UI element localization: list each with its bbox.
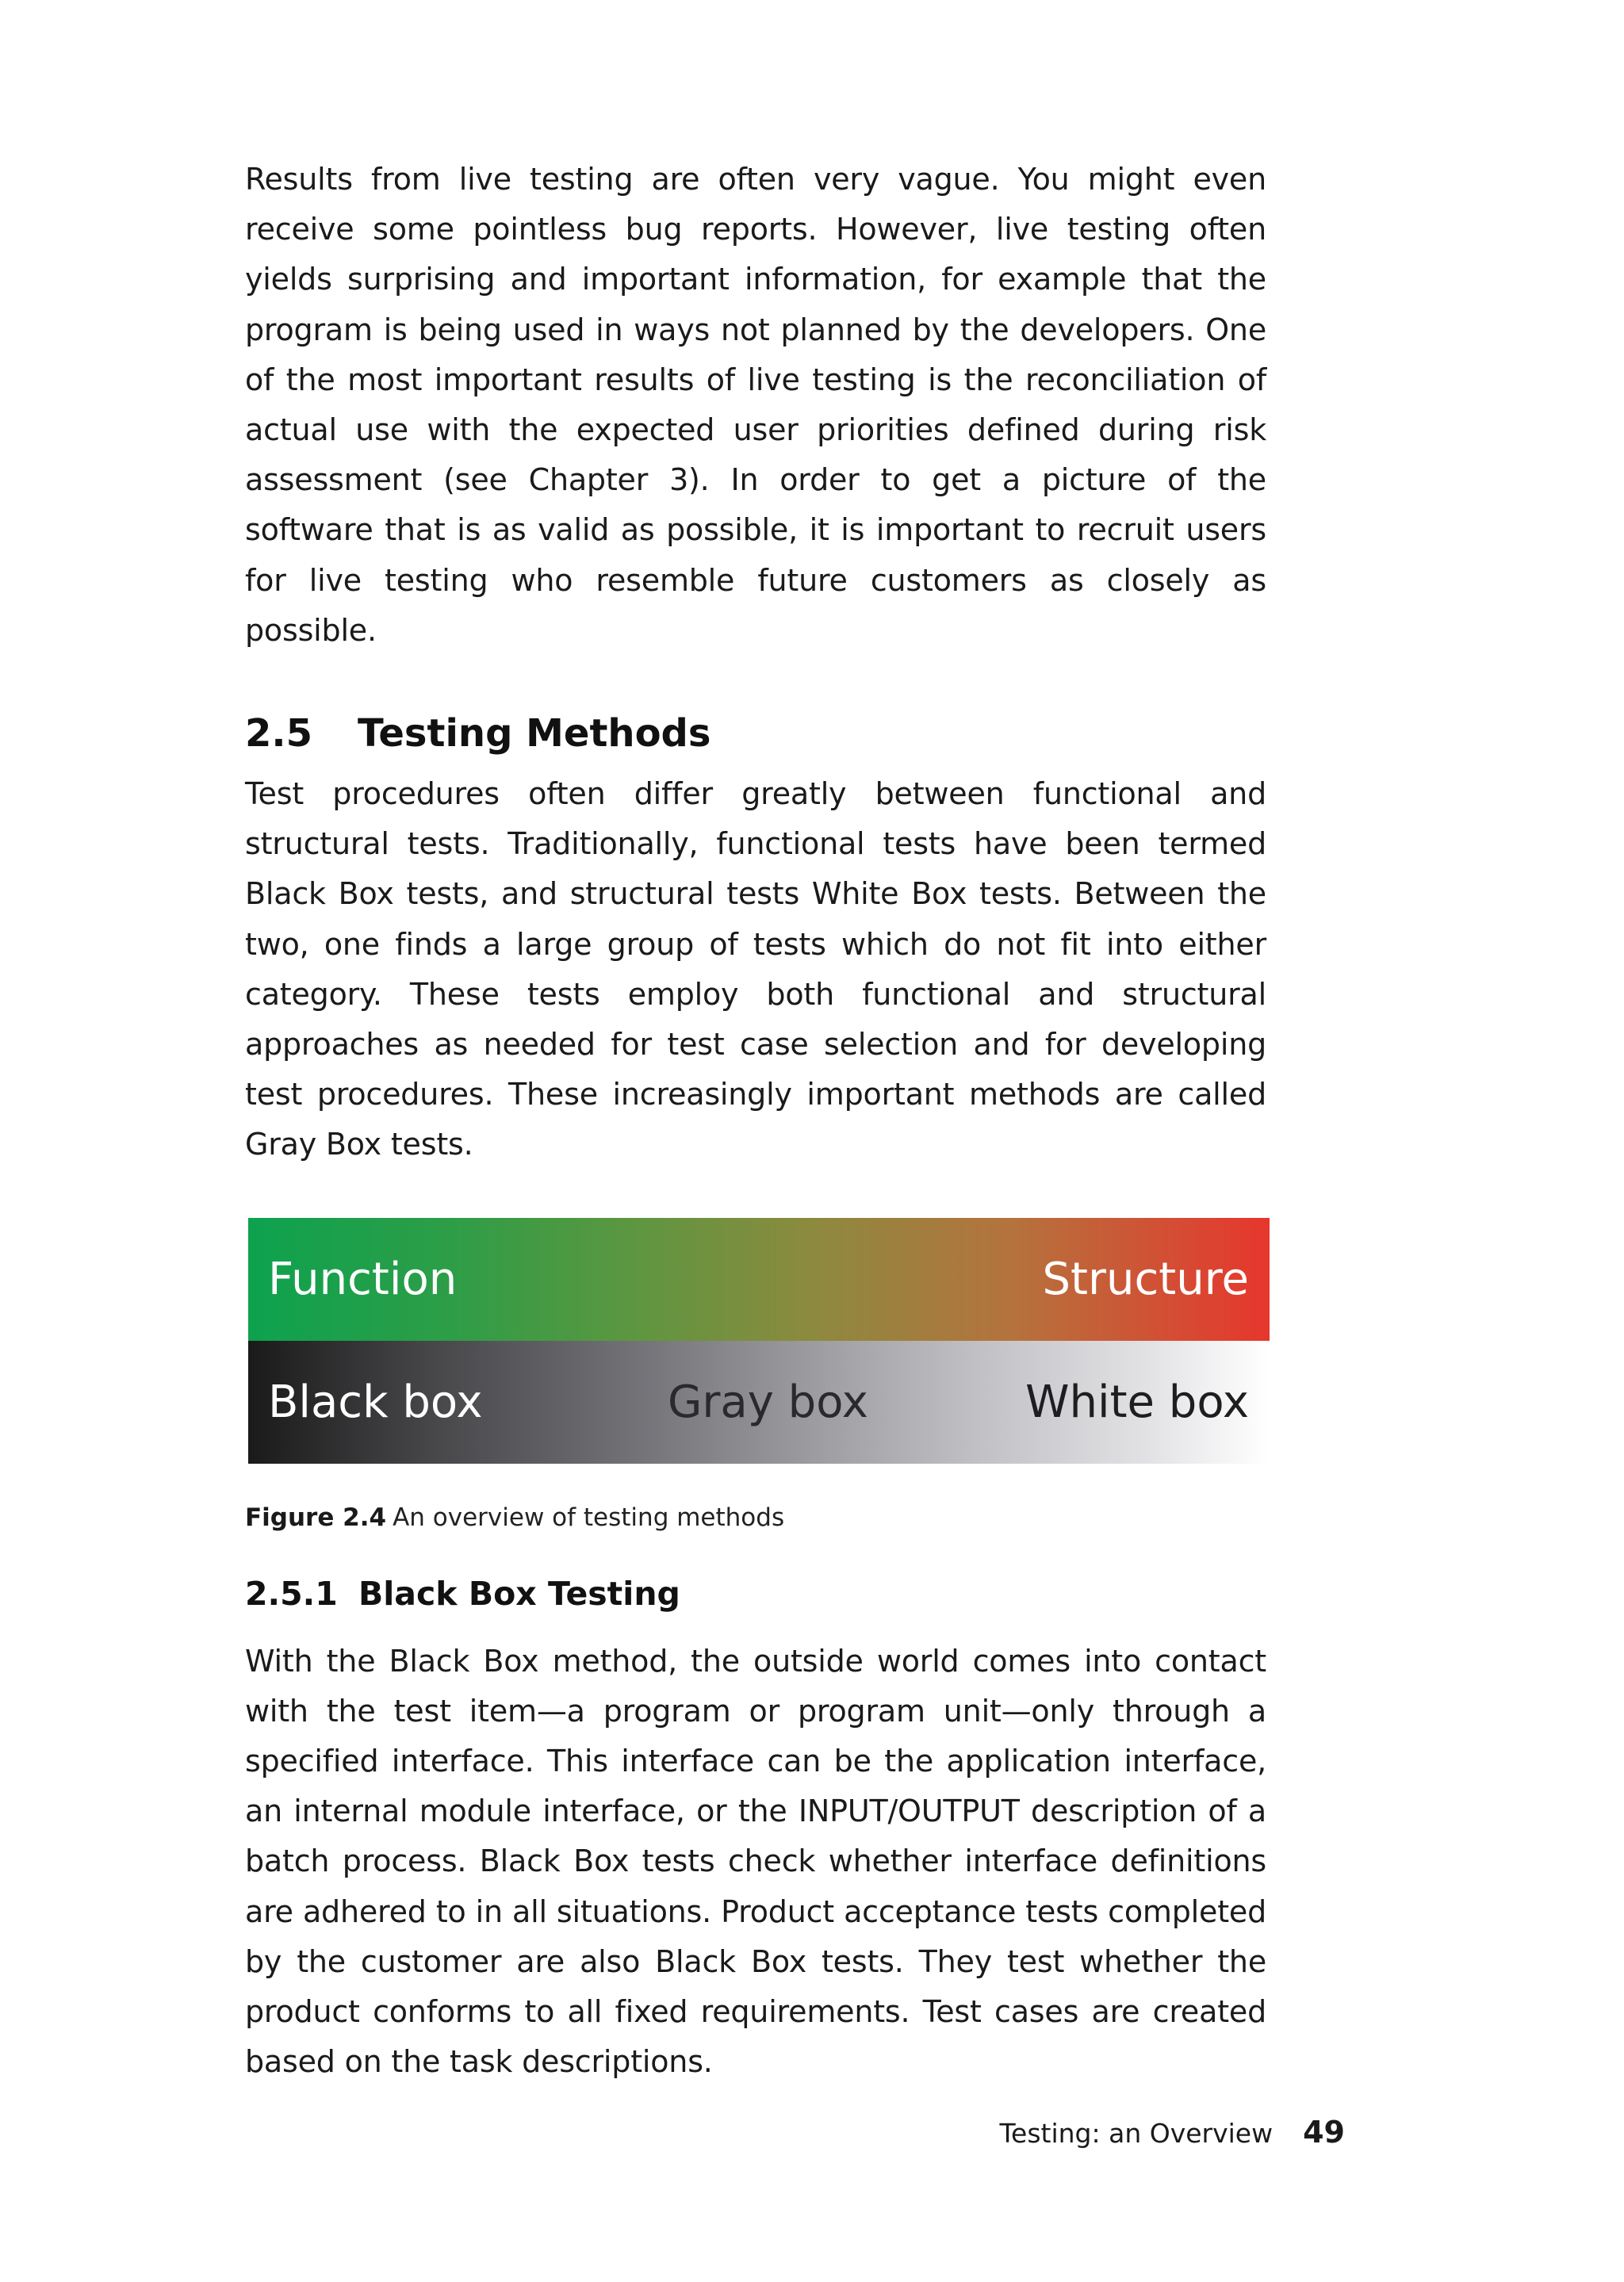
function-structure-bar [248,1218,1270,1341]
testing-methods-figure [248,1218,1270,1464]
section-paragraph: Test procedures often differ greatly between functional and structural tests. Traditionally, functional tests have been termed Black Box tests, and structural tests White Box tests. Between the two, one finds a large group of tests which do not fit into either category. These tests employ both functional and structural approaches as needed for test case selection and for developing test procedures. These increasingly important methods are called Gray Box tests. [245,776,1266,1162]
section-number: 2.5 [245,711,313,756]
structure-label: Structure [1042,1253,1249,1305]
section-title: Testing Methods [358,711,711,756]
subsection-title: Black Box Testing [358,1574,680,1613]
page-footer [999,2112,1345,2154]
function-label: Function [268,1253,458,1305]
gray-box-label: Gray box [668,1376,868,1428]
subsection-paragraph: With the Black Box method, the outside world comes into contact with the test item—a program or program unit—only through a specified interface. This interface can be the application interface, an internal module interface, or the INPUT/OUTPUT description of a batch process. Black Box tests check whether interface definitions are adhered to in all situations. Product acceptance tests completed by the customer are also Black Box tests. They test whether the product conforms to all fixed requirements. Test cases are created based on the task descriptions. [245,1643,1266,2080]
page-body [245,155,1266,2087]
figure-caption-label: Figure 2.4 [245,1503,387,1532]
subsection-number: 2.5.1 [245,1574,338,1613]
intro-paragraph: Results from live testing are often very vague. You might even receive some pointless bug reports. However, live testing often yields surprising and important information, for example that the program is being used in ways not planned by the developers. One of the most important results of live testing is the reconciliation of actual use with the expected user priorities defined during risk assessment (see Chapter 3). In order to get a picture of the software that is as valid as possible, it is important to recruit users for live testing who resemble future customers as closely as possible. [245,162,1266,648]
figure-caption [245,1500,1266,1535]
black-box-label: Black box [268,1376,483,1428]
subsection-heading [245,1570,1266,1618]
running-title: Testing: an Overview [999,2118,1274,2149]
section-heading [245,706,1266,761]
white-box-label: White box [1025,1376,1249,1428]
figure-caption-text: An overview of testing methods [393,1503,785,1532]
box-types-bar [248,1341,1270,1464]
page-number: 49 [1303,2115,1345,2150]
